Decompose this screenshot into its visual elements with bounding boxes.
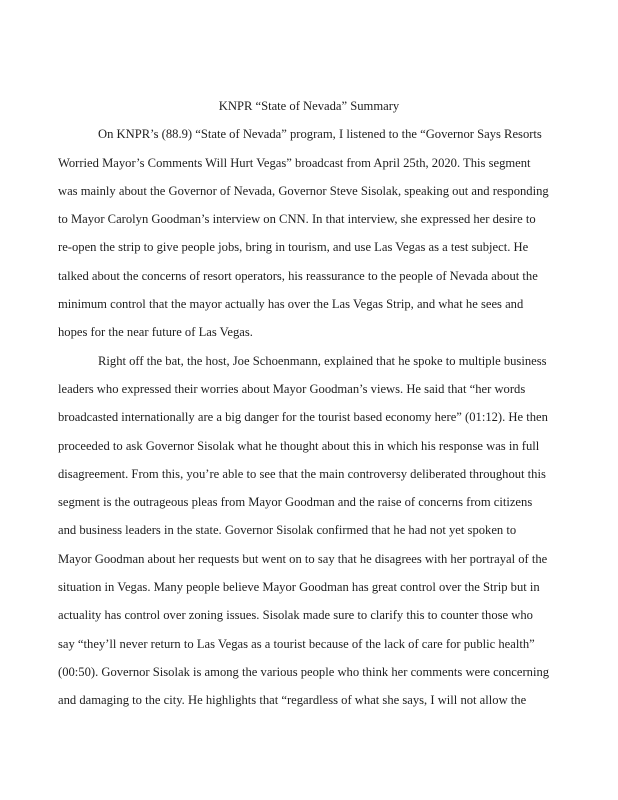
page-content	[58, 92, 560, 715]
text-line: to Mayor Carolyn Goodman’s interview on CNN. In that interview, she expressed her desire to	[58, 212, 536, 227]
text-line: hopes for the near future of Las Vegas.	[58, 325, 253, 340]
text-line: (00:50). Governor Sisolak is among the various people who think her comments were concerning	[58, 664, 550, 679]
text-line: Mayor Goodman about her requests but went on to say that he disagrees with her portrayal of the	[58, 551, 548, 566]
text-line: actuality has control over zoning issues. Sisolak made sure to clarify this to counter those who	[58, 608, 533, 623]
text-line: was mainly about the Governor of Nevada, Governor Steve Sisolak, speaking out and responding	[58, 183, 549, 198]
text-line: say “they’ll never return to Las Vegas as a tourist because of the lack of care for public health”	[58, 636, 535, 651]
paragraph-1	[58, 120, 560, 346]
text-line: On KNPR’s (88.9) “State of Nevada” program, I listened to the “Governor Says Resorts	[98, 127, 542, 142]
text-line: talked about the concerns of resort operators, his reassurance to the people of Nevada about the	[58, 268, 538, 283]
text-line: broadcasted internationally are a big danger for the tourist based economy here” (01:12). He then	[58, 410, 548, 425]
paragraph-2	[58, 347, 560, 715]
text-line: proceeded to ask Governor Sisolak what he thought about this in which his response was in full	[58, 438, 540, 453]
document-title: KNPR “State of Nevada” Summary	[218, 99, 400, 113]
text-line: disagreement. From this, you’re able to see that the main controversy deliberated throughout this	[58, 466, 546, 481]
text-line: leaders who expressed their worries about Mayor Goodman’s views. He said that “her words	[58, 381, 526, 396]
text-line: segment is the outrageous pleas from Mayor Goodman and the raise of concerns from citizens	[58, 495, 533, 510]
text-line: and damaging to the city. He highlights that “regardless of what she says, I will not allow the	[58, 693, 527, 708]
text-line: minimum control that the mayor actually has over the Las Vegas Strip, and what he sees and	[58, 297, 524, 312]
text-line: Worried Mayor’s Comments Will Hurt Vegas” broadcast from April 25th, 2020. This segment	[58, 155, 531, 170]
text-line: re-open the strip to give people jobs, bring in tourism, and use Las Vegas as a test subject. He	[58, 240, 529, 255]
text-line: Right off the bat, the host, Joe Schoenmann, explained that he spoke to multiple business	[98, 353, 547, 368]
text-line: situation in Vegas. Many people believe Mayor Goodman has great control over the Strip but in	[58, 580, 540, 595]
text-line: and business leaders in the state. Governor Sisolak confirmed that he had not yet spoken to	[58, 523, 517, 538]
